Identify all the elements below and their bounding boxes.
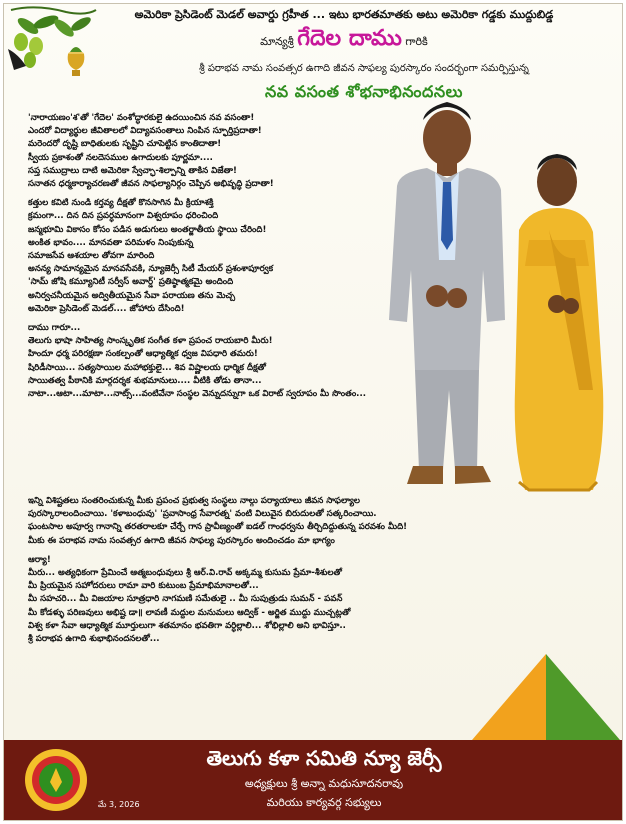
- organization-logo-icon: [24, 748, 88, 812]
- poem-line: విశ్వ కళా సేవా ఆధ్యాత్మిక మూర్తులుగా శతమానం భవతిగా వర్ధిల్లాలి... శోభిల్లాలి అని భావిస్తూ..: [28, 620, 346, 631]
- poem-line: సనాతన ధర్మకార్యాచరణతో జీవన సాఫల్యానిర్గం చెప్పిన అభివృద్ధి ప్రదాతా!: [28, 179, 274, 190]
- poem-line: సాయితత్వ పీఠానికి మార్గదర్శక శుభమానులు.... వీటికి తోడు తానా...: [28, 375, 262, 386]
- poem-line: ఆర్యా!: [28, 554, 51, 565]
- poem-line: తెలుగు భాషా సాహిత్య సాంస్కృతిక సంగీత కళా ప్రపంచ రాయబారి మీరు!: [28, 336, 273, 347]
- event-date: మే 3, 2026: [98, 800, 140, 809]
- poem-line: జన్మభూమి వికాసం కోసం పడిన అడుగులు అంతర్జాతీయ స్థాయి చేరింది!: [28, 224, 267, 235]
- organization-name: తెలుగు కళా సమితి న్యూ జెర్సీ: [206, 746, 442, 770]
- poem-line: సప్త సముద్రాలు దాటి అమెరికా స్వేచ్ఛా-శిల్పాన్ని తాకిన విజేతా!: [28, 165, 237, 176]
- honoree-name: గేదెల దాము: [297, 26, 402, 51]
- poem-line: దాము గారూ...: [28, 323, 81, 334]
- footer-banner: [4, 740, 623, 821]
- poem-line: అమెరికా ప్రెసిడెంట్ మెడల్.... జోహారు దేసింది!: [28, 303, 185, 314]
- poem-line: 'నారాయణం'శ'తో 'గేదెల' వంశోద్ధారకులై ఉదయించిన నవ వసంతా!: [28, 113, 255, 123]
- poem-line: శ్రీ పరాభవ ఉగాది శుభాభినందనలతో...: [28, 634, 160, 645]
- poem-line: మీరు... అత్యధికంగా ప్రేమించే ఆత్మబంధువులు శ్రీ ఆర్.వి.రావ్ అక్కమ్మ కుసుమ ప్రేమా-శీశులతో: [28, 568, 342, 579]
- poem-line: మరెందరో దృష్టి బాధితులకు సృష్టిని చూపెట్టిన కాంతిదాతా!: [28, 139, 222, 150]
- poem-line: అనిర్వచనీయమైన అద్వితీయమైన సేవా పరాయణ తను మెచ్చ: [28, 290, 236, 301]
- committee-line: మరియు కార్యవర్గ సభ్యులు: [266, 796, 382, 809]
- poem-line: సమాజసేవ ఆశయాల తోవగా మారింది: [28, 251, 155, 262]
- pyramid-decoration-icon: [472, 654, 620, 740]
- poem-line: నాటా...ఆటా...మాటా...నాట్స్...వంటివేనా సంస్థల వెన్నుదన్నుగా ఒక విరాట్ స్వరూపం మీ సొంతం...: [28, 389, 366, 400]
- poem-lower: [28, 495, 613, 646]
- poem-upper: [28, 112, 398, 401]
- poem-line: ఎందరో విద్యార్థుల జీవితాలలో విద్యావసంతాలు నింపిన స్ఫూర్తిప్రదాతా!: [28, 126, 262, 137]
- president-line: అధ్యక్షులు శ్రీ అన్నా మధుసూదనరావు: [244, 777, 404, 790]
- poem-line: మీ కోడళ్ళు పరిణవులు అభిష్ట డా॥ లావణీ మద్దుల మనుమలు ఆద్విక్ - అర్జిత ముద్దు ముచ్చట్లతో: [28, 607, 351, 618]
- award-headline: అమెరికా ప్రెసిడెంట్ మెడల్ అవార్డు గ్రహీత ... ఇటు భారతమాతకు అటు అమెరికా గడ్డకు ముద్దుబిడ్డ: [134, 8, 554, 21]
- poem-line: అనన్య సామాన్యమైన మానవసేవకి, న్యూజెర్సీ సిటీ మేయర్ ప్రశంశాపూర్వక: [28, 264, 274, 275]
- poem-line: మీకు ఈ పరాభవ నామ సంవత్సర ఉగాది జీవన సాఫల్య పురస్కారం అందించడం మా భాగ్యం: [28, 535, 335, 546]
- occasion-line: శ్రీ పరాభవ నామ సంవత్సర ఉగాది జీవన సాఫల్య పురస్కారం సందర్భంగా సమర్పిస్తున్న: [199, 63, 529, 74]
- poem-line: పురస్కారాలందించాయి. 'కళాబంధువు' 'ప్రవాసాంధ్ర సేవారత్న' వంటి విలువైన బిరుదులతో సత్కరించాయి.: [28, 509, 377, 520]
- poem-line: స్వీయ ప్రకాశంతో నలదెసముల ఉగాదులకు పూర్ణమా....: [28, 152, 213, 163]
- poem-line: ఘంటసాల అపూర్వ గానాన్ని తరతరాలకూ చేర్చే గాన ప్రావీణ్యంతో ఐడల్ గాంధర్వను తీర్చిదిద్దుతున్న పరవశం మీది!: [28, 522, 408, 533]
- poem-line: ఇన్ని విశిష్టతలు సంతరించుకున్న మీకు ప్రపంచ ప్రభుత్వ సంస్థలు నాల్గు పర్యాయాలు జీవన సాఫల్యాల: [28, 496, 360, 506]
- poem-line: హిందూ ధర్మ పరిరక్షణా సంకల్పంతో ఆధ్యాత్మిక ధ్వజ విపధారి తమరు!: [28, 349, 258, 360]
- honorific-suffix: గారికి: [405, 35, 428, 48]
- poem-line: క్రమంగా... దిన దిన ప్రవర్ధమానంగా విశ్వరూపం ధరించింది: [28, 211, 219, 222]
- poem-line: మీ సహచరి... మీ విజయాల సూత్రధారి నాగమణి సమేతులై .. మీ సుపుత్రుడు సుమన్ - పవన్: [28, 594, 343, 605]
- poem-line: మీ ప్రియమైన సహోదరులు రామా వారి కుటుంబ ప్రేమాభిమానాలతో...: [28, 581, 259, 592]
- honorific-prefix: మాన్యశ్రీ: [260, 35, 294, 48]
- poem-line: షిరిడీసాయి... సత్యసాయిల మహాభక్తులై... శివ విష్ణాలయ ధార్మిక దీక్షతో: [28, 362, 266, 373]
- greeting-poster: [3, 3, 623, 821]
- greeting-title: నవ వసంత శోభనాభినందనలు: [265, 82, 463, 101]
- poem-line: కత్తుల కవిటి నుండి కర్తవ్య దీక్షతో కొనసాగిన మీ క్రియాశక్తి: [28, 198, 214, 209]
- honoree-line: [74, 26, 614, 56]
- poem-line: అంకిత భావం.... మానవతా పరిమళం నింపుకున్న: [28, 237, 194, 248]
- poem-line: 'సామ్ జోషి కమ్యూనిటీ సర్వీస్ అవార్డ్' ప్రతిష్ఠాత్మకమై అందింది: [28, 277, 234, 288]
- honoree-couple-photo: [379, 90, 619, 510]
